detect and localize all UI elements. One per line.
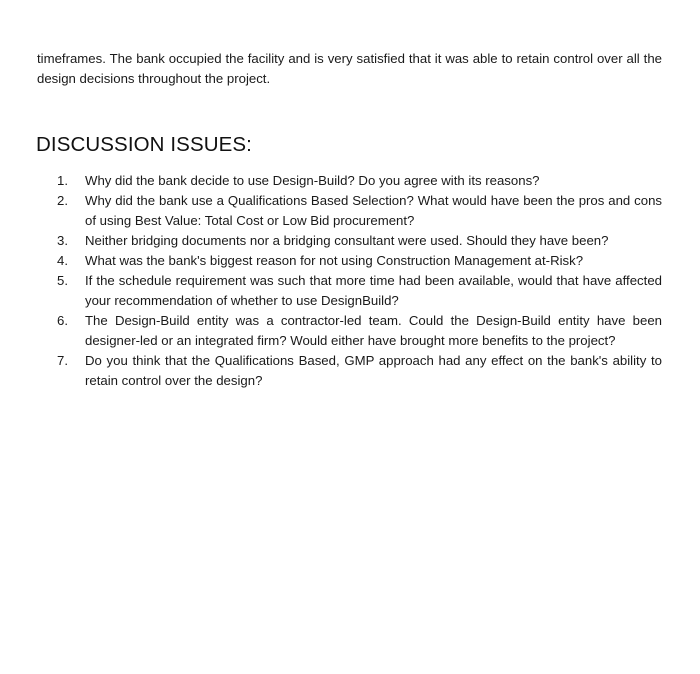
issue-text: Why did the bank use a Qualifications Based Selection? What would have been the pros and cons of using Best Value: Total Cost or Low Bid procurement? — [85, 193, 662, 228]
discussion-issues-list — [57, 171, 662, 391]
issue-number: 2. — [57, 193, 68, 208]
issue-item — [57, 271, 662, 311]
issue-item — [57, 251, 662, 271]
issue-text: Do you think that the Qualifications Based, GMP approach had any effect on the bank's ability to retain control over the design? — [85, 353, 662, 388]
issue-number: 7. — [57, 353, 68, 368]
issue-number: 3. — [57, 233, 68, 248]
issue-text: Why did the bank decide to use Design-Build? Do you agree with its reasons? — [85, 173, 540, 188]
issue-number: 4. — [57, 253, 68, 268]
issue-text: If the schedule requirement was such that more time had been available, would that have affected your recommendation of whether to use DesignBuild? — [85, 273, 662, 308]
issue-number: 1. — [57, 173, 68, 188]
issue-text: The Design-Build entity was a contractor-led team. Could the Design-Build entity have been designer-led or an integrated firm? Would either have brought more benefits to the project? — [85, 313, 662, 348]
issue-item — [57, 191, 662, 231]
issue-text: What was the bank's biggest reason for not using Construction Management at-Risk? — [85, 253, 584, 268]
intro-paragraph: timeframes. The bank occupied the facility and is very satisfied that it was able to retain control over all the design decisions throughout the project. — [37, 51, 662, 86]
issue-number: 5. — [57, 273, 68, 288]
issue-item — [57, 311, 662, 351]
issue-text: Neither bridging documents nor a bridging consultant were used. Should they have been? — [85, 233, 609, 248]
discussion-issues-heading: DISCUSSION ISSUES: — [36, 133, 252, 156]
issue-item — [57, 171, 662, 191]
issue-item — [57, 231, 662, 251]
issue-item — [57, 351, 662, 391]
issue-number: 6. — [57, 313, 68, 328]
